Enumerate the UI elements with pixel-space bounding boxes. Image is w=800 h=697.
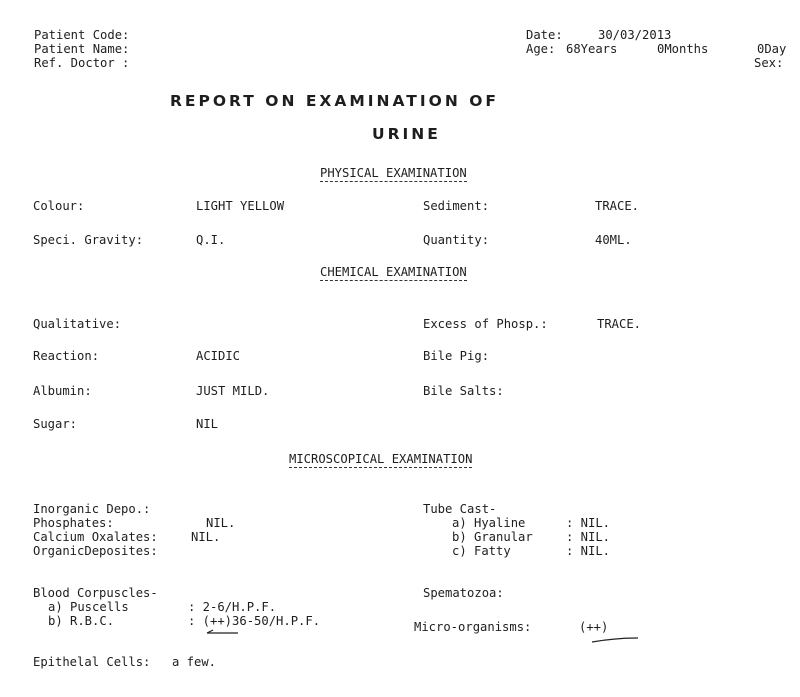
date-label: Date: — [526, 28, 563, 42]
tube-cast-label: Tube Cast- — [423, 502, 497, 516]
chemical-heading: CHEMICAL EXAMINATION — [320, 265, 467, 279]
quantity-label: Quantity: — [423, 233, 490, 247]
gravity-label: Speci. Gravity: — [33, 233, 144, 247]
qualitative-label: Qualitative: — [33, 317, 122, 331]
colour-value: LIGHT YELLOW — [196, 199, 285, 213]
rbc-value: : (++)36-50/H.P.F. — [188, 614, 321, 628]
albumin-value: JUST MILD. — [196, 384, 270, 398]
epithelial-value: a few. — [172, 655, 217, 669]
sugar-value: NIL — [196, 417, 219, 431]
granular-label: b) Granular — [452, 530, 533, 544]
micro-organisms-label: Micro-organisms: — [414, 620, 532, 634]
patient-name-label: Patient Name: — [34, 42, 130, 56]
reaction-value: ACIDIC — [196, 349, 241, 363]
bile-salts-label: Bile Salts: — [423, 384, 504, 398]
puscells-label: a) Puscells — [48, 600, 129, 614]
micro-underline-mark — [592, 638, 638, 642]
ref-doctor-label: Ref. Doctor : — [34, 56, 130, 70]
calcium-label: Calcium Oxalates: — [33, 530, 158, 544]
bile-pig-label: Bile Pig: — [423, 349, 490, 363]
rbc-label: b) R.B.C. — [48, 614, 115, 628]
quantity-value: 40ML. — [595, 233, 632, 247]
micro-organisms-value: (++) — [579, 620, 609, 634]
hyaline-label: a) Hyaline — [452, 516, 526, 530]
report-subtitle: URINE — [372, 125, 441, 143]
granular-value: : NIL. — [566, 530, 611, 544]
gravity-value: Q.I. — [196, 233, 226, 247]
sugar-label: Sugar: — [33, 417, 78, 431]
phosp-label: Excess of Phosp.: — [423, 317, 548, 331]
phosphates-value: NIL. — [206, 516, 236, 530]
phosphates-label: Phosphates: — [33, 516, 114, 530]
hyaline-value: : NIL. — [566, 516, 611, 530]
organic-label: OrganicDeposites: — [33, 544, 158, 558]
patient-code-label: Patient Code: — [34, 28, 130, 42]
fatty-value: : NIL. — [566, 544, 611, 558]
sex-label: Sex: — [754, 56, 784, 70]
age-months: 0Months — [657, 42, 709, 56]
sediment-value: TRACE. — [595, 199, 640, 213]
puscells-value: : 2-6/H.P.F. — [188, 600, 277, 614]
epithelial-label: Epithelal Cells: — [33, 655, 151, 669]
colour-label: Colour: — [33, 199, 85, 213]
fatty-label: c) Fatty — [452, 544, 511, 558]
sediment-label: Sediment: — [423, 199, 490, 213]
phosp-value: TRACE. — [597, 317, 642, 331]
calcium-value: NIL. — [191, 530, 221, 544]
albumin-label: Albumin: — [33, 384, 92, 398]
physical-heading: PHYSICAL EXAMINATION — [320, 166, 467, 180]
reaction-label: Reaction: — [33, 349, 100, 363]
inorganic-label: Inorganic Depo.: — [33, 502, 151, 516]
blood-label: Blood Corpuscles- — [33, 586, 158, 600]
date-value: 30/03/2013 — [598, 28, 672, 42]
age-label: Age: — [526, 42, 556, 56]
report-title: REPORT ON EXAMINATION OF — [170, 92, 499, 110]
age-days: 0Day — [757, 42, 787, 56]
age-years: 68Years — [566, 42, 618, 56]
rbc-underline-mark — [207, 630, 238, 633]
microscopical-heading: MICROSCOPICAL EXAMINATION — [289, 452, 473, 466]
spermatozoa-label: Spematozoa: — [423, 586, 504, 600]
